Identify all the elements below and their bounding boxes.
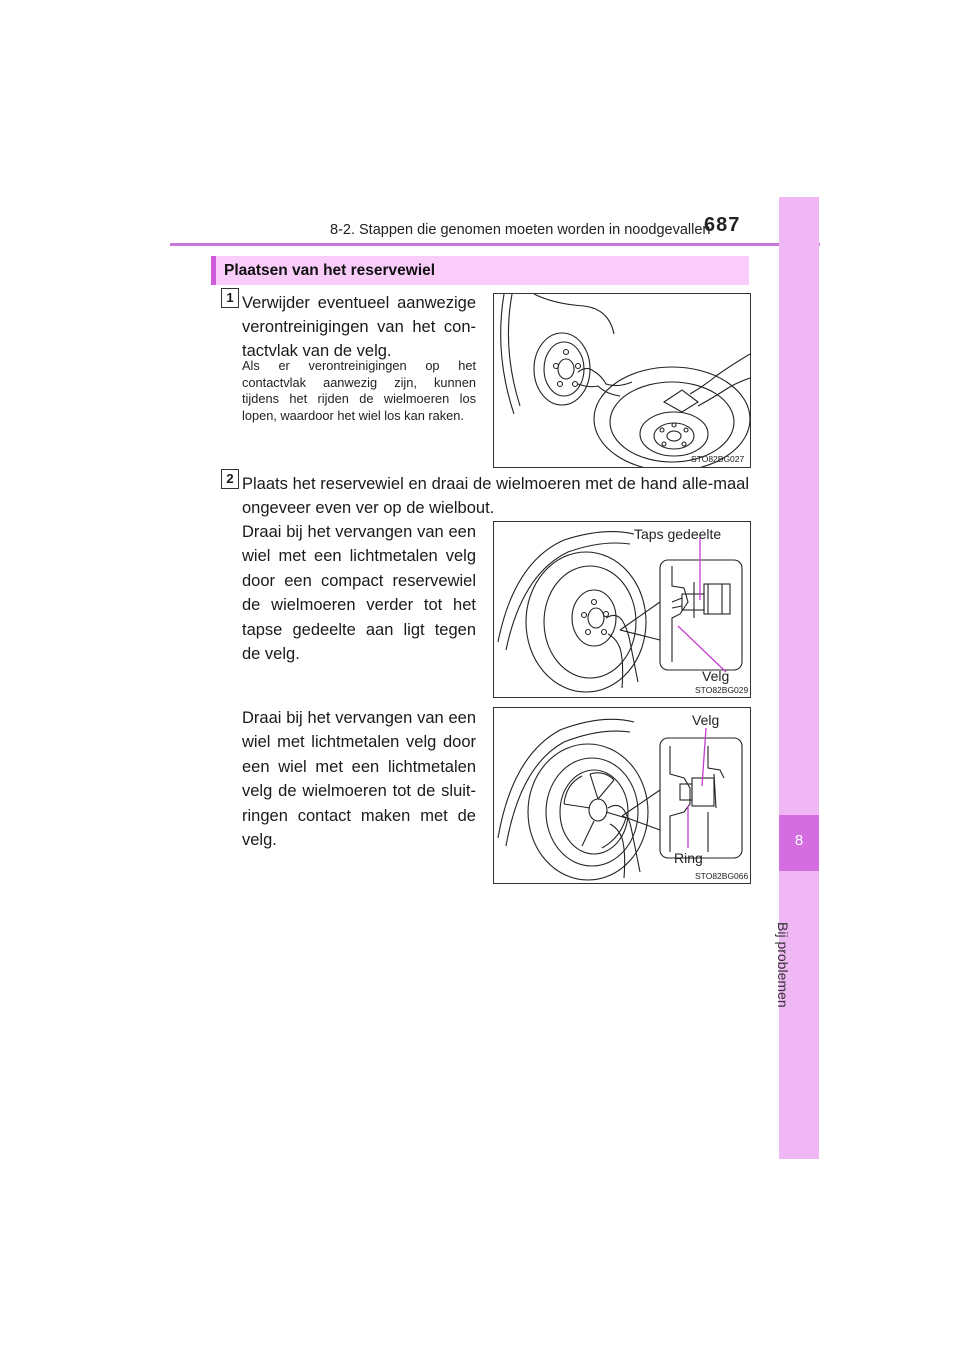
step-2a-text: Draai bij het vervangen van een wiel met een lichtmetalen velg door een compact reservewiel de wielmoeren verder tot het tapse gedeelte aan ligt tegen de velg. bbox=[242, 523, 476, 664]
chapter-number: 8 bbox=[794, 832, 804, 849]
step-1-note: Als er verontreinigingen op het contactvlak aanwezig zijn, kunnen tijdens het rijden de wielmoeren los lopen, waardoor het wiel los kan raken. bbox=[242, 358, 476, 423]
callout-ring: Ring bbox=[674, 850, 703, 866]
figure-tapered-nut bbox=[493, 521, 751, 698]
step-number-2: 2 bbox=[221, 469, 239, 489]
step-2-text: Plaats het reservewiel en draai de wielmoeren met de hand alle-maal ongeveer even ver op de wielbout. bbox=[242, 475, 749, 517]
figure-ring-nut bbox=[493, 707, 751, 884]
figure-1-code: STO82BG027 bbox=[691, 454, 745, 464]
figure-clean-contact-surface bbox=[493, 293, 751, 468]
page-number: 687 bbox=[704, 214, 741, 236]
step-number-1: 1 bbox=[221, 288, 239, 308]
header-rule bbox=[170, 243, 820, 246]
step-1-text: Verwijder eventueel aanwezige verontreinigingen van het con-tactvlak van de velg. bbox=[242, 294, 476, 360]
callout-taps-gedeelte: Taps gedeelte bbox=[634, 526, 722, 542]
section-title: Plaatsen van het reservewiel bbox=[224, 262, 436, 279]
figure-3-code: STO82BG066 bbox=[695, 871, 749, 881]
step-2b-text: Draai bij het vervangen van een wiel met lichtmetalen velg door een wiel met een lichtmetalen velg de wielmoeren tot de sluit-ringen contact maken met de velg. bbox=[242, 709, 476, 850]
callout-velg-a: Velg bbox=[702, 668, 730, 684]
figure-2-code: STO82BG029 bbox=[695, 685, 749, 695]
chapter-side-band bbox=[779, 197, 819, 1159]
chapter-label: Bij problemen bbox=[775, 922, 791, 1008]
callout-velg-b: Velg bbox=[692, 712, 720, 728]
header-section-text: 8-2. Stappen die genomen moeten worden in noodgevallen bbox=[330, 222, 711, 238]
section-heading-accent bbox=[211, 256, 216, 285]
